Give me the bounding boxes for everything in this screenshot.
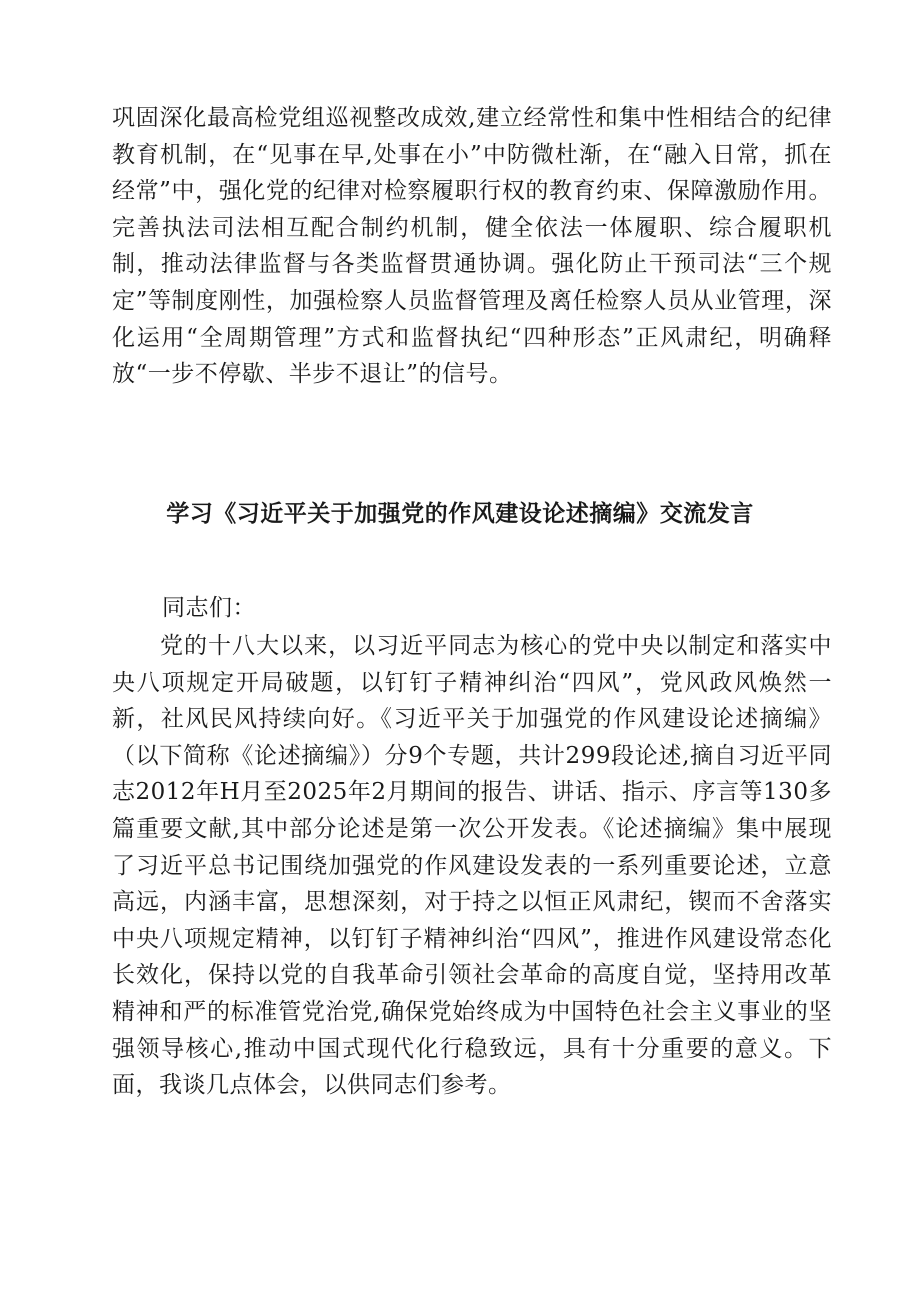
salutation: 同志们： [162, 595, 256, 621]
body-paragraph: 党的十八大以来，以习近平同志为核心的党中央以制定和落实中央八项规定开局破题，以钉钉子精神纠治“四风”，党风政风焕然一新，社风民风持续向好。《习近平关于加强党的作风建设论述摘编》（以下简称《论述摘编》）分9个专题，共计299段论述,摘自习近平同志2012年H月至2025年2月期间的报告、讲话、指示、序言等130多篇重要文献,其中部分论述是第一次公开发表。《论述摘编》集中展现了习近平总书记围绕加强党的作风建设发表的一系列重要论述，立意高远，内涵丰富，思想深刻，对于持之以恒正风肃纪，锲而不舍落实中央八项规定精神，以钉钉子精神纠治“四风”，推进作风建设常态化长效化，保持以党的自我革命引领社会革命的高度自觉，坚持用改革精神和严的标准管党治党,确保党始终成为中国特色社会主义事业的坚强领导核心,推动中国式现代化行稳致远，具有十分重要的意义。下面，我谈几点体会，以供同志们参考。 [112, 633, 832, 1099]
speech-title: 学习《习近平关于加强党的作风建设论述摘编》交流发言 [166, 500, 754, 527]
continued-paragraph: 巩固深化最高检党组巡视整改成效,建立经常性和集中性相结合的纪律教育机制，在“见事在早,处事在小”中防微杜渐，在“融入日常，抓在经常”中，强化党的纪律对检察履职行权的教育约束、保障激励作用。完善执法司法相互配合制约机制，健全依法一体履职、综合履职机制，推动法律监督与各类监督贯通协调。强化防止干预司法“三个规定”等制度刚性，加强检察人员监督管理及离任检察人员从业管理，深化运用“全周期管理”方式和监督执纪“四种形态”正风肃纪，明确释放“一步不停歇、半步不退让”的信号。 [112, 105, 832, 388]
